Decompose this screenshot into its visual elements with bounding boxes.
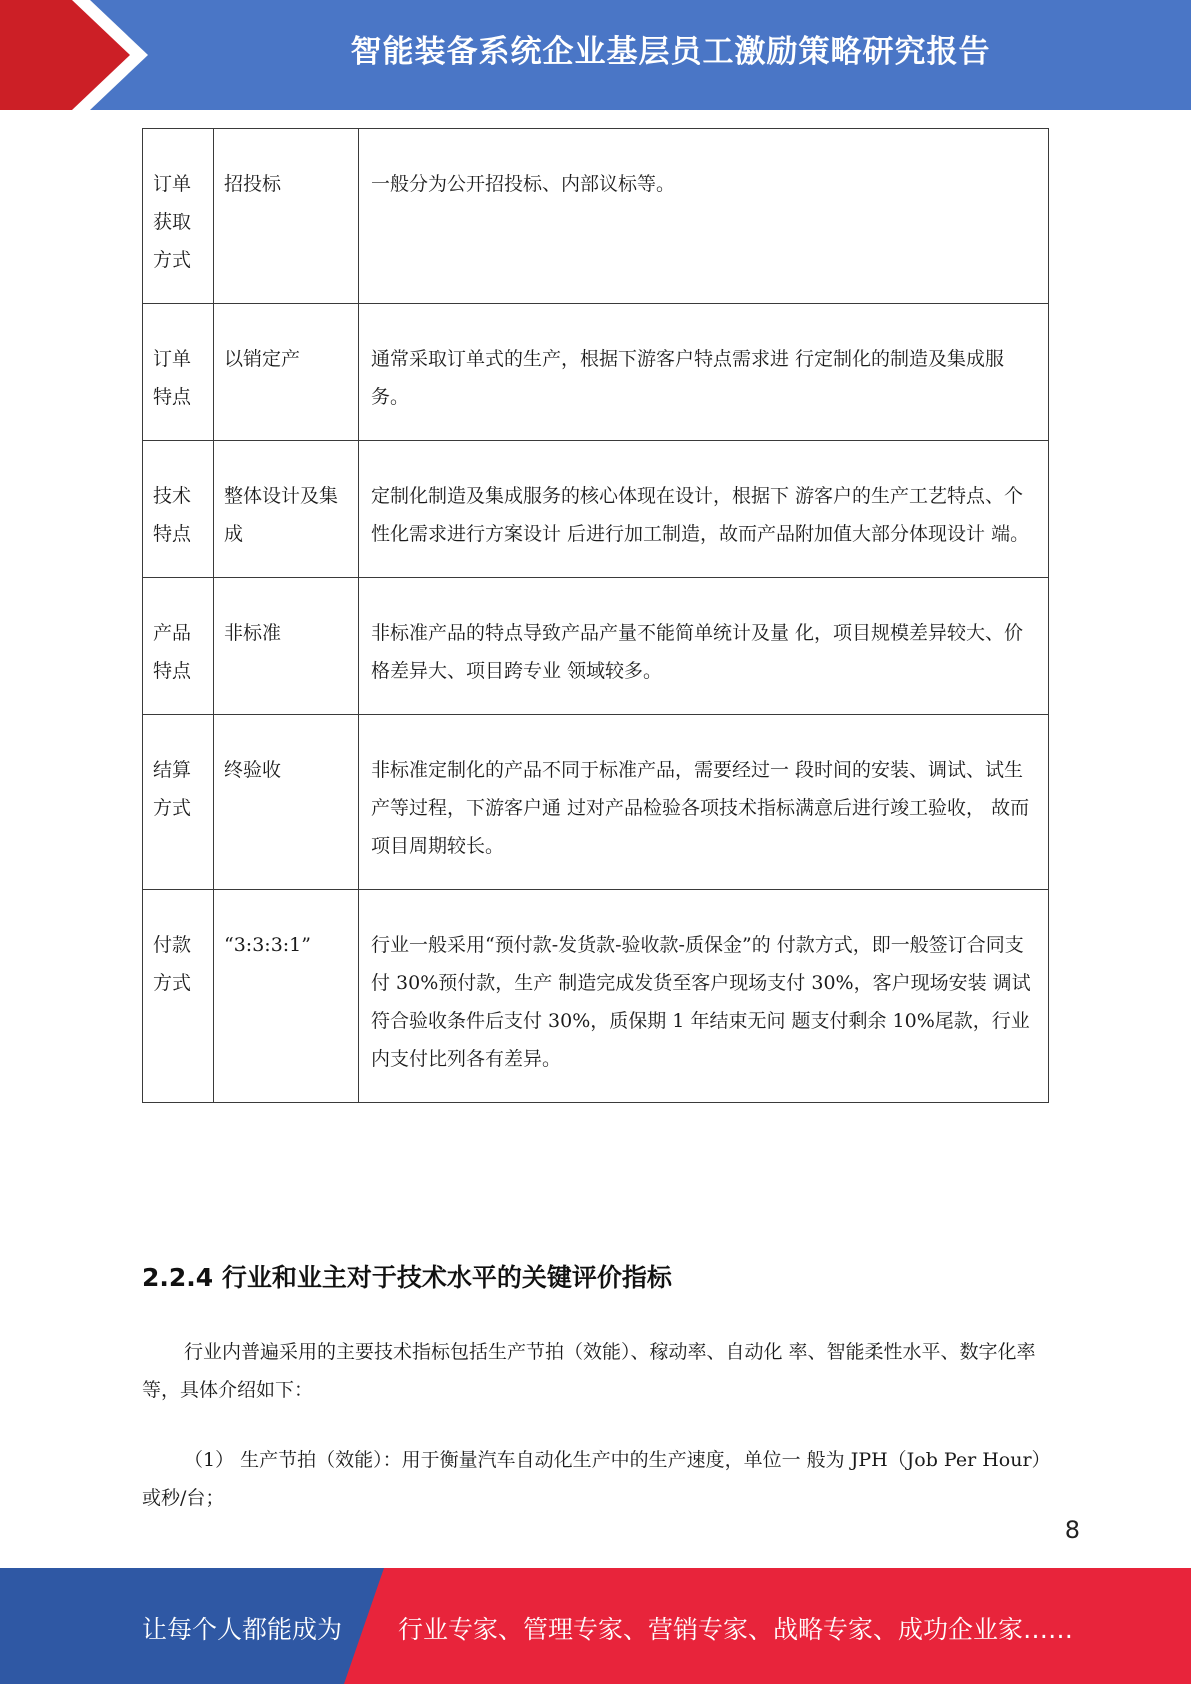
order-info-table bbox=[142, 128, 1049, 1103]
page-number: 8 bbox=[1064, 1516, 1080, 1544]
report-title: 智能装备系统企业基层员工激励策略研究报告 bbox=[350, 34, 991, 70]
table-row bbox=[143, 578, 1049, 715]
footer-slogan-left: 让每个人都能成为 bbox=[142, 1615, 343, 1644]
page-footer bbox=[0, 1568, 1191, 1684]
row-description: 定制化制造及集成服务的核心体现在设计，根据下 游客户的生产工艺特点、个性化需求进行方案设计 后进行加工制造，故而产品附加值大部分体现设计 端。 bbox=[359, 441, 1049, 578]
row-feature: 非标准 bbox=[214, 578, 359, 715]
table-row bbox=[143, 715, 1049, 890]
row-label: 订单特点 bbox=[143, 304, 214, 441]
section-paragraph-2: （1） 生产节拍（效能）：用于衡量汽车自动化生产中的生产速度，单位一 般为 JPH（Job Per Hour）或秒/台； bbox=[142, 1449, 1042, 1509]
page-header bbox=[0, 0, 1191, 110]
row-description: 行业一般采用“预付款-发货款-验收款-质保金”的 付款方式，即一般签订合同支付 30%预付款，生产 制造完成发货至客户现场支付 30%，客户现场安装 调试符合验收条件后支付 30%，质保期 1 年结束无问 题支付剩余 10%尾款，行业内支付比列各有差异。 bbox=[359, 890, 1049, 1103]
row-label: 结算方式 bbox=[143, 715, 214, 890]
row-description: 非标准产品的特点导致产品产量不能简单统计及量 化，项目规模差异较大、价格差异大、项目跨专业 领域较多。 bbox=[359, 578, 1049, 715]
row-feature: 以销定产 bbox=[214, 304, 359, 441]
row-label: 付款方式 bbox=[143, 890, 214, 1103]
footer-slogan-right: 行业专家、管理专家、营销专家、战略专家、成功企业家…… bbox=[398, 1615, 1074, 1644]
section-paragraph-1: 行业内普遍采用的主要技术指标包括生产节拍（效能）、稼动率、自动化 率、智能柔性水平、数字化率等，具体介绍如下： bbox=[142, 1341, 1036, 1401]
row-label: 产品特点 bbox=[143, 578, 214, 715]
header-red-arrow bbox=[0, 0, 160, 110]
table-row bbox=[143, 441, 1049, 578]
row-description: 通常采取订单式的生产，根据下游客户特点需求进 行定制化的制造及集成服务。 bbox=[359, 304, 1049, 441]
row-feature: 整体设计及集成 bbox=[214, 441, 359, 578]
row-description: 一般分为公开招投标、内部议标等。 bbox=[359, 129, 1049, 304]
table-row bbox=[143, 890, 1049, 1103]
row-description: 非标准定制化的产品不同于标准产品，需要经过一 段时间的安装、调试、试生产等过程，下游客户通 过对产品检验各项技术指标满意后进行竣工验收， 故而项目周期较长。 bbox=[359, 715, 1049, 890]
row-feature: 终验收 bbox=[214, 715, 359, 890]
table-row bbox=[143, 304, 1049, 441]
row-feature: “3:3:3:1” bbox=[214, 890, 359, 1103]
row-label: 订单获取方式 bbox=[143, 129, 214, 304]
section-heading: 2.2.4 行业和业主对于技术水平的关键评价指标 bbox=[142, 1263, 672, 1292]
table-row bbox=[143, 129, 1049, 304]
row-label: 技术特点 bbox=[143, 441, 214, 578]
row-feature: 招投标 bbox=[214, 129, 359, 304]
